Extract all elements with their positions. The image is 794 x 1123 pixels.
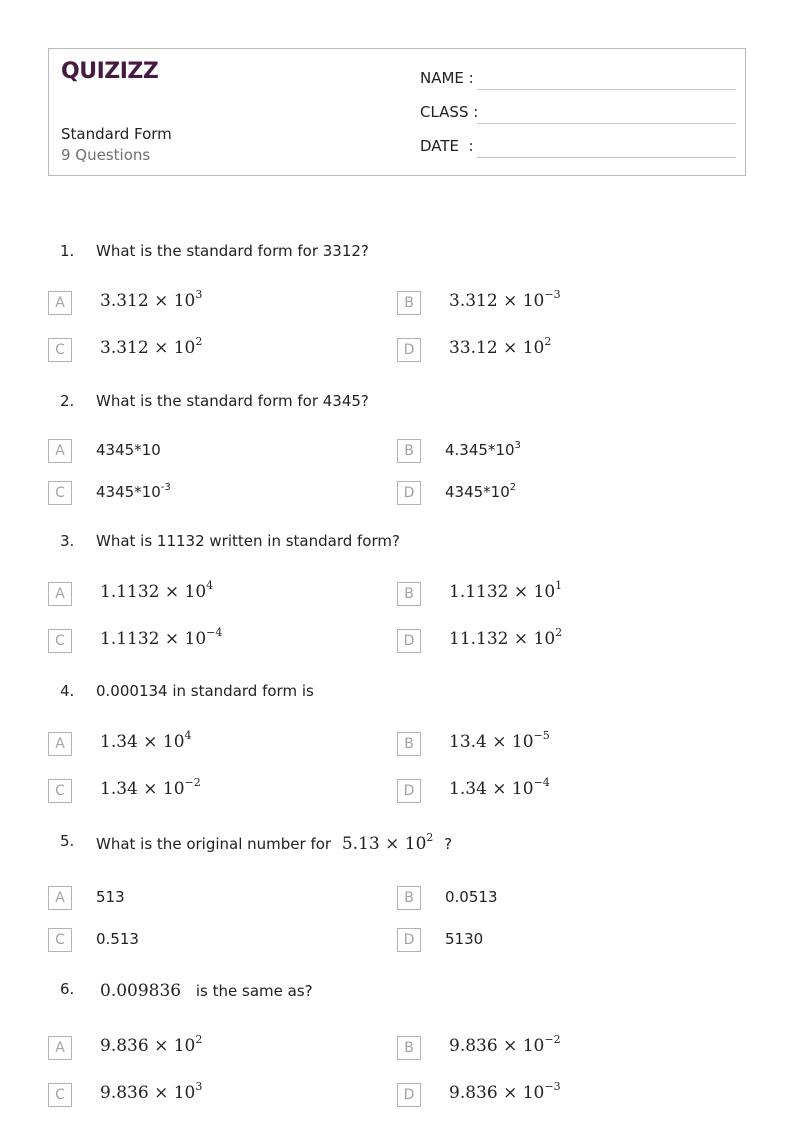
name-line[interactable] — [477, 89, 736, 90]
option-text: $1.1132 \times 10^4$ — [100, 579, 214, 602]
question-text: What is the standard form for 4345? — [96, 392, 369, 410]
option-letter: D — [397, 338, 421, 362]
option-letter: D — [397, 779, 421, 803]
option-text: 5130 — [445, 930, 484, 948]
option-letter: B — [397, 886, 421, 910]
question-count: 9 Questions — [61, 146, 151, 164]
option-text: $4.345*10^3$ — [445, 440, 521, 459]
question-math: 0.009836 — [100, 981, 182, 1001]
option-letter: C — [48, 629, 72, 653]
option-text: $9.836 \times 10^2$ — [100, 1033, 203, 1056]
option-text: $1.34 \times 10^{-2}$ — [100, 776, 201, 799]
option-letter: A — [48, 1036, 72, 1060]
option-text: $1.1132 \times 10^1$ — [449, 579, 563, 602]
question-text: What is 11132 written in standard form? — [96, 532, 400, 550]
option-text: 0.0513 — [445, 888, 498, 906]
question-number: 1. — [60, 242, 75, 260]
option-text: $9.836 \times 10^{-3}$ — [449, 1080, 561, 1103]
option-letter: A — [48, 291, 72, 315]
quizizz-logo: QUIZIZZ — [61, 59, 159, 84]
name-label: NAME : — [420, 69, 474, 87]
option-text: $1.34 \times 10^{-4}$ — [449, 776, 550, 799]
class-label: CLASS : — [420, 103, 479, 121]
option-text: $13.4 \times 10^{-5}$ — [449, 729, 550, 752]
question-text: What is the standard form for 3312? — [96, 242, 369, 260]
option-text: $11.132 \times 10^2$ — [449, 626, 563, 649]
option-text: $3.312 \times 10^3$ — [100, 288, 203, 311]
option-letter: D — [397, 928, 421, 952]
option-text: $1.34 \times 10^4$ — [100, 729, 192, 752]
option-text: $3.312 \times 10^{-3}$ — [449, 288, 561, 311]
question-text: 0.000134 in standard form is — [96, 682, 314, 700]
option-letter: C — [48, 928, 72, 952]
question-number: 5. — [60, 832, 75, 850]
option-letter: C — [48, 481, 72, 505]
option-text: $9.836 \times 10^3$ — [100, 1080, 203, 1103]
name-field — [420, 69, 735, 91]
option-letter: B — [397, 291, 421, 315]
question-number: 4. — [60, 682, 75, 700]
option-letter: B — [397, 732, 421, 756]
question-text: What is the original number for $5.13 \times 10^2$ ? — [96, 831, 453, 854]
option-letter: B — [397, 439, 421, 463]
question-number: 3. — [60, 532, 75, 550]
option-text: $4345*10^{-3}$ — [96, 482, 171, 501]
option-letter: C — [48, 338, 72, 362]
worksheet-title: Standard Form — [61, 125, 172, 143]
option-text: $9.836 \times 10^{-2}$ — [449, 1033, 561, 1056]
option-text: $4345*10^2$ — [445, 482, 517, 501]
option-letter: A — [48, 886, 72, 910]
option-text: $1.1132 \times 10^{-4}$ — [100, 626, 223, 649]
question-number: 2. — [60, 392, 75, 410]
question-number: 6. — [60, 980, 75, 998]
option-letter: C — [48, 779, 72, 803]
question-math: $5.13 \times 10^2$ — [341, 831, 434, 854]
date-line[interactable] — [477, 157, 736, 158]
option-letter: B — [397, 1036, 421, 1060]
question-text: 0.009836 is the same as? — [100, 981, 313, 1001]
option-text: $33.12 \times 10^2$ — [449, 335, 552, 358]
option-text: $3.312 \times 10^2$ — [100, 335, 203, 358]
option-text: 4345*10 — [96, 441, 161, 459]
option-letter: D — [397, 629, 421, 653]
class-line[interactable] — [477, 123, 736, 124]
option-letter: B — [397, 582, 421, 606]
option-letter: A — [48, 732, 72, 756]
option-text: 513 — [96, 888, 125, 906]
option-letter: A — [48, 582, 72, 606]
class-field — [420, 103, 735, 125]
worksheet-header — [48, 48, 746, 176]
option-letter: D — [397, 1083, 421, 1107]
option-text: 0.513 — [96, 930, 139, 948]
option-letter: A — [48, 439, 72, 463]
option-letter: C — [48, 1083, 72, 1107]
option-letter: D — [397, 481, 421, 505]
date-label: DATE : — [420, 137, 474, 155]
date-field — [420, 137, 735, 159]
